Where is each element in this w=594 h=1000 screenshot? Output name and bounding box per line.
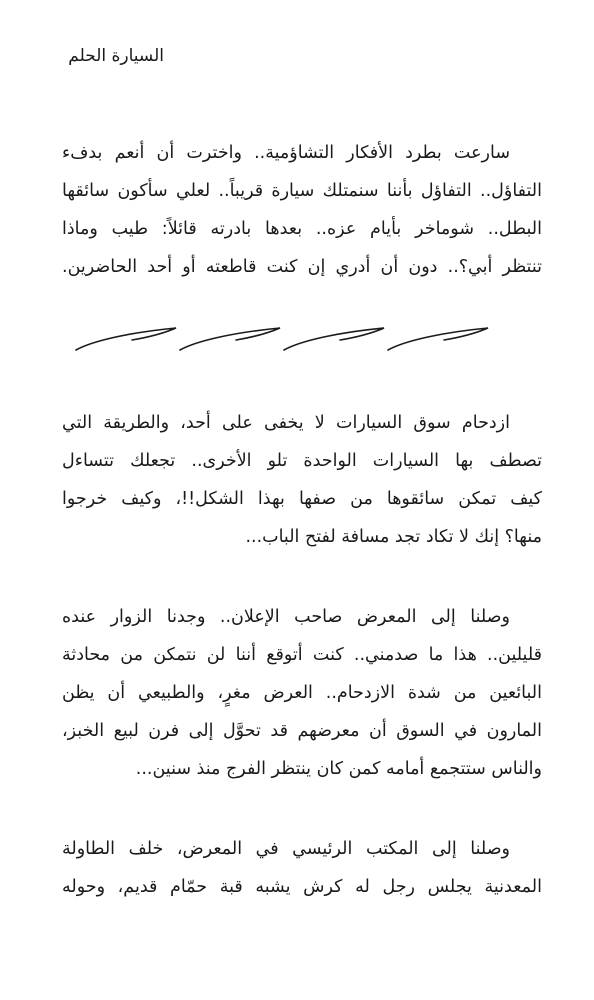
paragraph-line: المارون في السوق أن معرضهم قد تحوَّل إلى فرن لبيع الخبز، (62, 721, 542, 741)
paragraph-line: وصلنا إلى المكتب الرئيسي في المعرض، خلف الطاولة (62, 839, 510, 859)
paragraph-line: قليلين.. هذا ما صدمني.. كنت أتوقع أننا لن نتمكن من محادثة (62, 645, 542, 665)
paragraph-1 (62, 134, 542, 286)
wavy-divider-ornament (74, 322, 520, 358)
paragraph-line: البائعين من شدة الازدحام.. العرض مغرٍ، والطبيعي أن يظن (62, 683, 542, 703)
paragraph-line: ازدحام سوق السيارات لا يخفى على أحد، والطريقة التي (62, 413, 510, 433)
paragraph-line: وصلنا إلى المعرض صاحب الإعلان.. وجدنا الزوار عنده (62, 607, 510, 627)
paragraph-line: منها؟ إنك لا تكاد تجد مسافة لفتح الباب... (245, 527, 542, 547)
running-header-title: السيارة الحلم (68, 46, 164, 66)
paragraph-line: البطل.. شوماخر بأيام عزه.. بعدها بادرته قائلاً: طيب وماذا (62, 219, 542, 239)
paragraph-2 (62, 404, 542, 556)
paragraph-line: تصطف بها السيارات الواحدة تلو الأخرى.. تجعلك تتساءل (62, 451, 542, 471)
paragraph-3 (62, 598, 542, 788)
paragraph-line: التفاؤل.. التفاؤل بأننا سنمتلك سيارة قريباً.. لعلي سأكون سائقها (62, 181, 542, 201)
paragraph-line: كيف تمكن سائقوها من صفها بهذا الشكل!!، وكيف خرجوا (62, 489, 542, 509)
paragraph-line: تنتظر أبي؟.. دون أن أدري إن كنت قاطعته أو أحد الحاضرين. (62, 257, 542, 277)
paragraph-line: المعدنية يجلس رجل له كرش يشبه قبة حمّام قديم، وحوله (62, 877, 542, 897)
paragraph-line: والناس ستتجمع أمامه كمن كان ينتظر الفرج منذ سنين... (135, 759, 542, 779)
paragraph-4 (62, 830, 542, 906)
paragraph-line: سارعت بطرد الأفكار التشاؤمية.. واخترت أن أنعم بدفء (62, 143, 510, 163)
